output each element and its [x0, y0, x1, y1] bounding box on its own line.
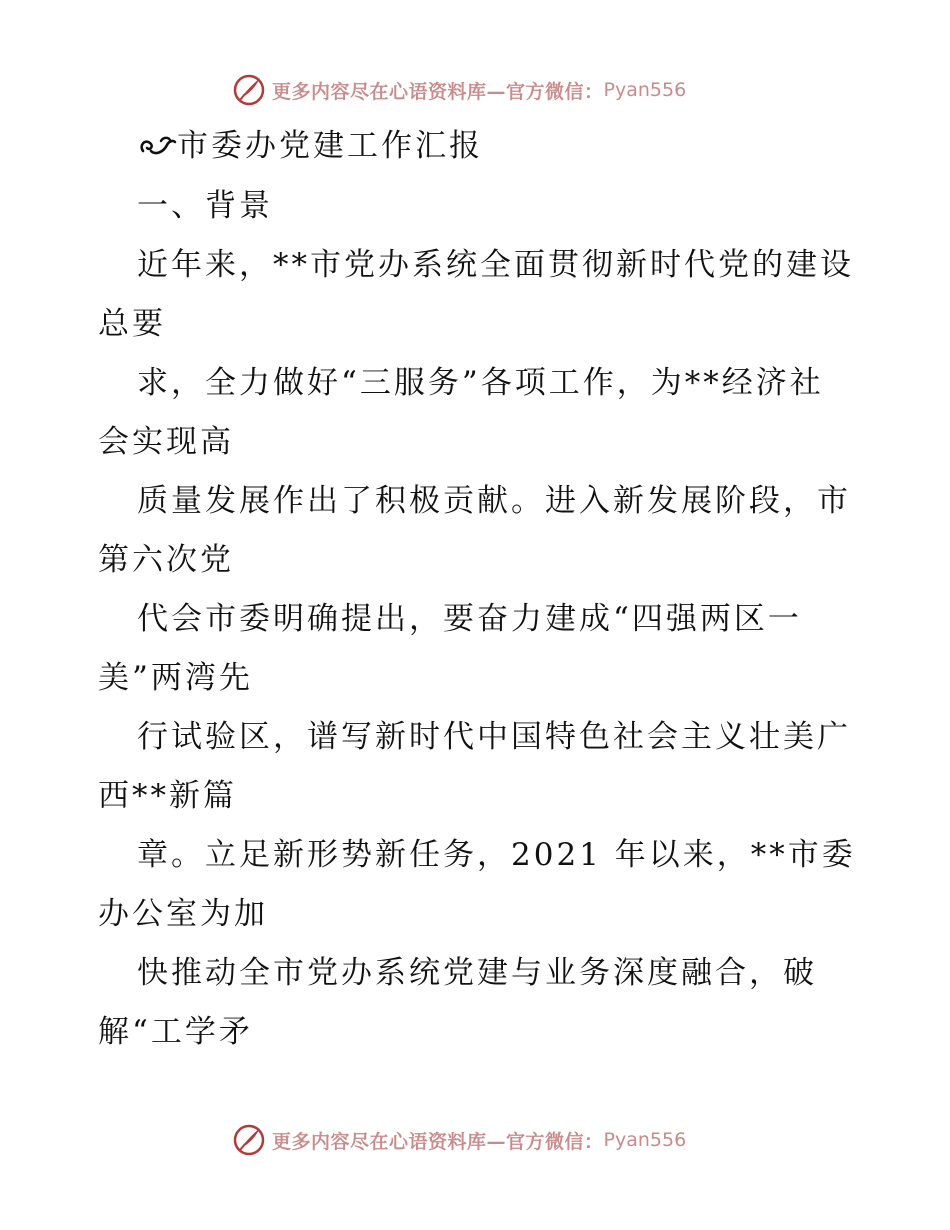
body-line: 美”两湾先	[98, 660, 253, 696]
header-watermark	[232, 70, 686, 110]
body-line: 解“工学矛	[98, 1014, 253, 1050]
body-line: 近年来，**市党办系统全面贯彻新时代党的建设	[137, 247, 854, 283]
body-line: 章。立足新形势新任务，2021 年以来，**市委	[137, 837, 856, 873]
body-line: 质量发展作出了积极贡献。进入新发展阶段，市	[137, 483, 851, 519]
feather-pen-logo-icon	[232, 73, 266, 107]
document-title: 市委办党建工作汇报	[177, 128, 483, 164]
document-title-row	[137, 126, 483, 166]
body-line: 第六次党	[98, 542, 234, 578]
body-line: 总要	[98, 306, 166, 342]
body-line: 西**新篇	[98, 778, 237, 814]
watermark-text: 更多内容尽在心语资料库—官方微信：	[272, 80, 604, 103]
body-line: 办公室为加	[98, 896, 268, 932]
watermark-text: 更多内容尽在心语资料库—官方微信：	[272, 1130, 604, 1153]
body-line: 行试验区，谱写新时代中国特色社会主义壮美广	[137, 719, 851, 755]
watermark-wechat-id: Pyan556	[603, 1129, 687, 1151]
body-line: 求，全力做好“三服务”各项工作，为**经济社	[137, 365, 824, 401]
decorative-swirl-icon	[137, 131, 177, 161]
footer-watermark	[232, 1120, 686, 1160]
feather-pen-logo-icon	[232, 1123, 266, 1157]
body-line: 会实现高	[98, 424, 234, 460]
body-line: 代会市委明确提出，要奋力建成“四强两区一	[137, 601, 802, 637]
body-line: 快推动全市党办系统党建与业务深度融合，破	[137, 955, 817, 991]
section-heading-background: 一、背景	[137, 188, 273, 224]
watermark-wechat-id: Pyan556	[603, 79, 687, 101]
